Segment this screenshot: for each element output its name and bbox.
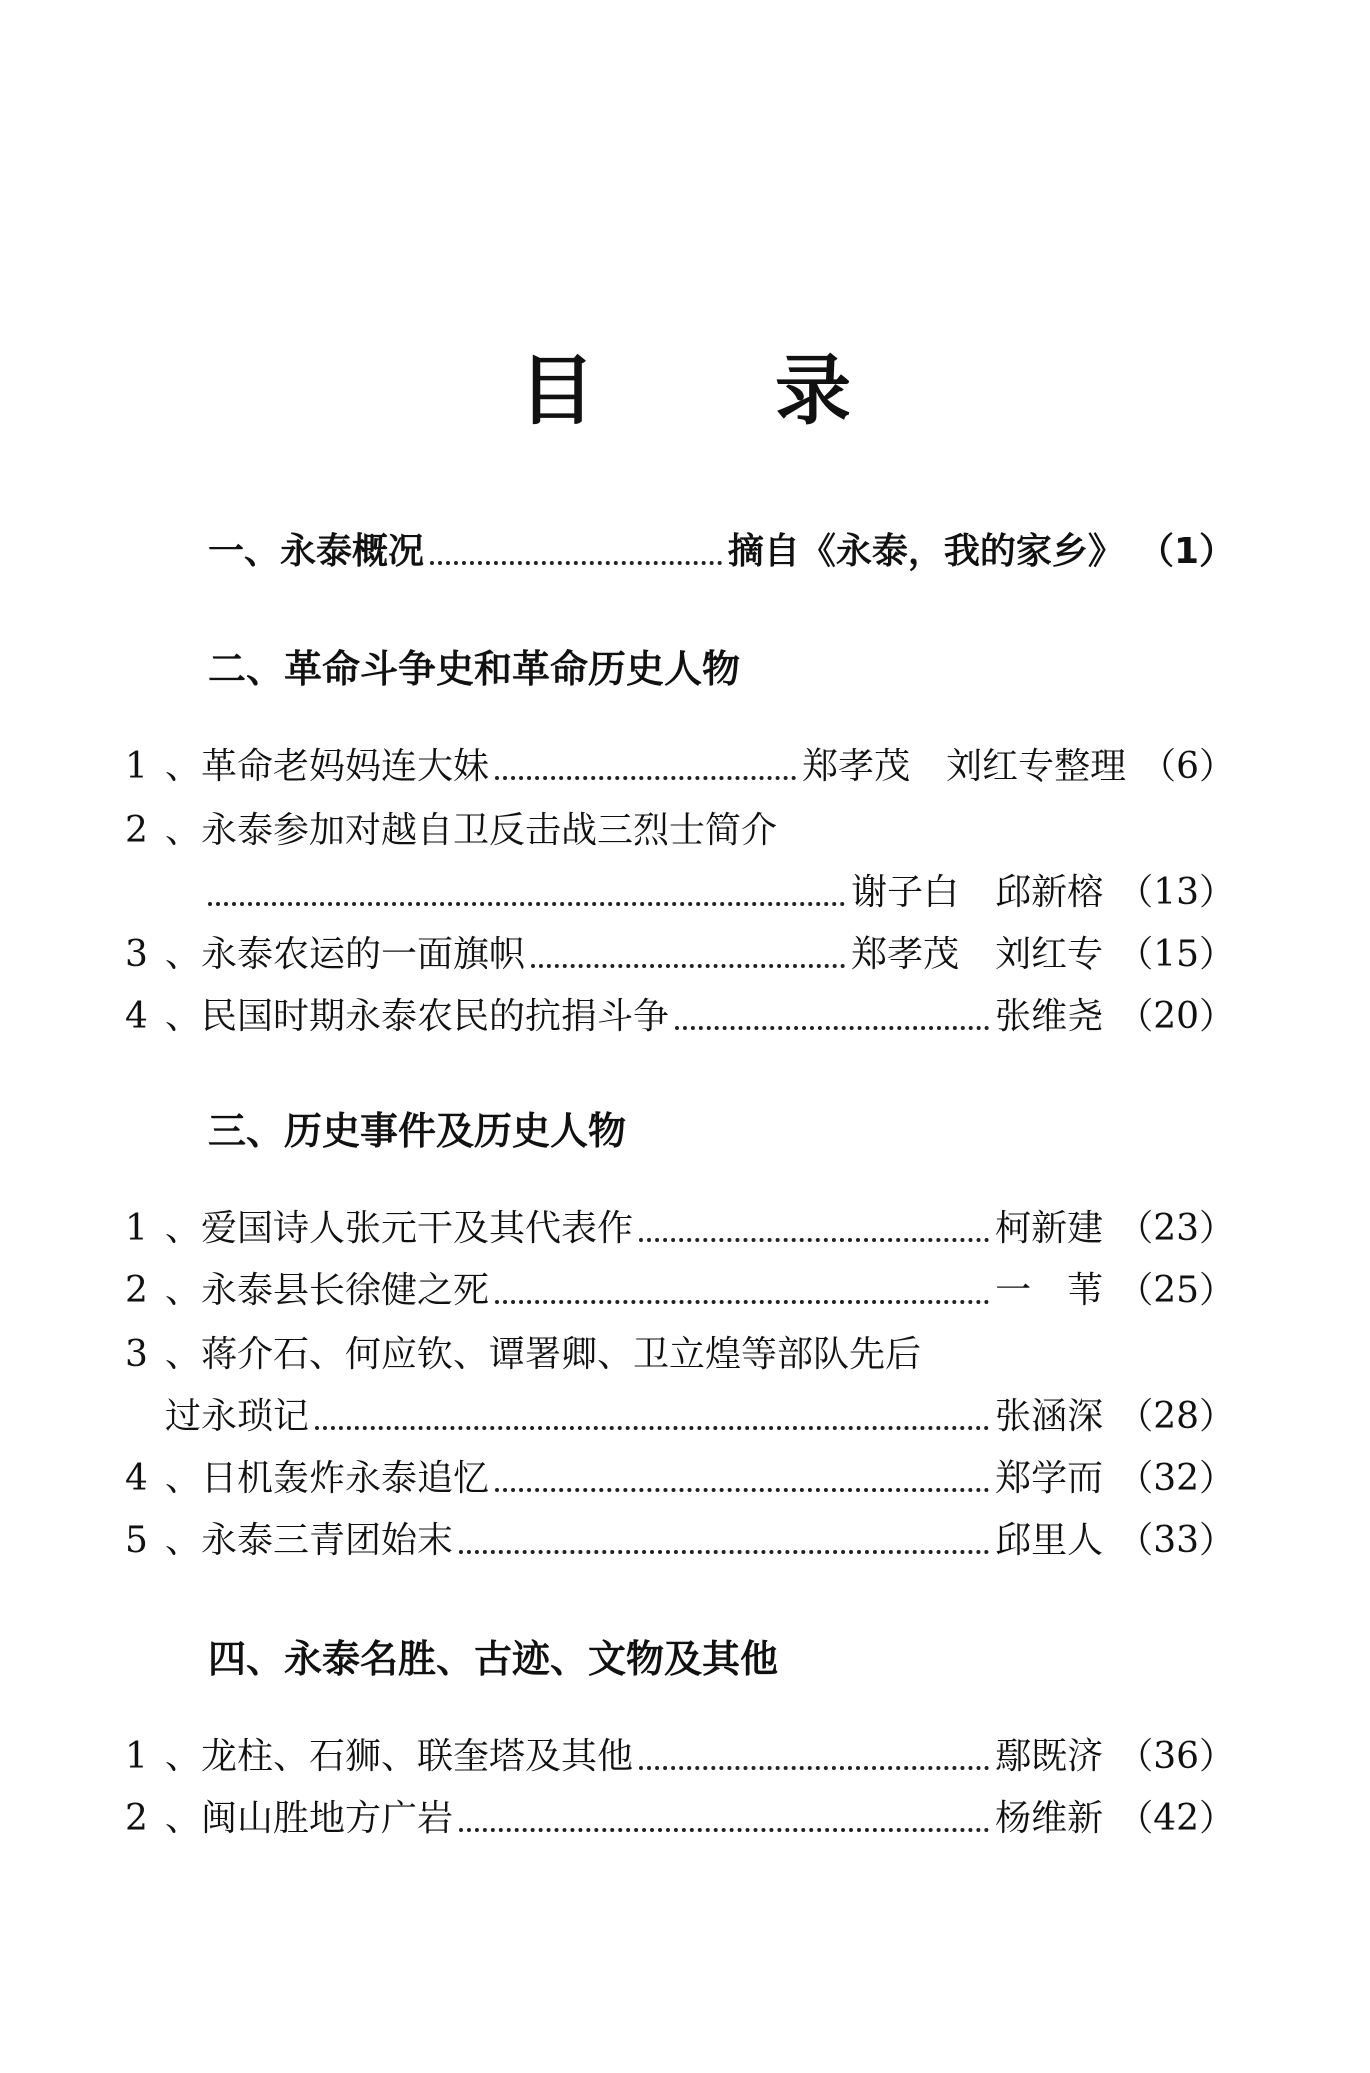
- entry-title: 、革命老妈妈连大妹: [165, 746, 490, 787]
- entry-number: 2: [125, 1270, 148, 1311]
- entry-number: 2: [125, 810, 148, 851]
- entry-author: 张维尧: [995, 996, 1104, 1037]
- leader-dots: [208, 902, 845, 906]
- entry-title: 一、永泰概况: [208, 531, 425, 572]
- entry-title: 、蒋介石、何应钦、谭署卿、卫立煌等部队先后: [165, 1334, 922, 1375]
- entry-page: （15）: [1117, 934, 1235, 975]
- entry-number: 3: [125, 1334, 148, 1375]
- entry-author: 郑学而: [995, 1458, 1104, 1499]
- toc-entry: [125, 1732, 1235, 1782]
- section-heading: 四、永泰名胜、古迹、文物及其他: [208, 1637, 779, 1681]
- entry-author: 郑孝茂 刘红专整理: [802, 746, 1127, 787]
- entry-title: 、永泰县长徐健之死: [165, 1270, 490, 1311]
- entry-number: 4: [125, 996, 148, 1037]
- entry-author: 谢子白 邱新榕: [851, 872, 1104, 913]
- entry-title-continued: 过永琐记: [165, 1396, 310, 1437]
- leader-dots: [315, 1426, 989, 1430]
- entry-number: 1: [125, 746, 148, 787]
- leader-dots: [495, 1488, 989, 1492]
- section-heading: 二、革命斗争史和革命历史人物: [208, 647, 741, 691]
- entry-page: （13）: [1117, 872, 1235, 913]
- entry-page: （23）: [1117, 1208, 1235, 1249]
- leader-dots: [459, 1550, 989, 1554]
- leader-dots: [675, 1026, 989, 1030]
- entry-number: 1: [125, 1736, 148, 1777]
- section-heading: 三、历史事件及历史人物: [208, 1109, 627, 1153]
- entry-author: 杨维新: [995, 1798, 1104, 1839]
- leader-dots: [495, 776, 796, 780]
- leader-dots: [430, 561, 722, 565]
- toc-entry: [125, 992, 1235, 1042]
- entry-author: 摘自《永泰，我的家乡》: [727, 531, 1124, 572]
- leader-dots: [495, 1300, 989, 1304]
- leader-dots: [639, 1766, 989, 1770]
- entry-page: （20）: [1117, 996, 1235, 1037]
- leader-dots: [639, 1238, 989, 1242]
- entry-page: （42）: [1117, 1798, 1235, 1839]
- entry-title: 、永泰三青团始末: [165, 1520, 454, 1561]
- entry-page: （36）: [1117, 1736, 1235, 1777]
- entry-page: （33）: [1117, 1520, 1235, 1561]
- entry-number: 3: [125, 934, 148, 975]
- entry-author: 邱里人: [995, 1520, 1104, 1561]
- entry-title: 、永泰农运的一面旗帜: [165, 934, 526, 975]
- entry-page: （25）: [1117, 1270, 1235, 1311]
- entry-author: 张涵深: [995, 1396, 1104, 1437]
- entry-page: （1）: [1137, 531, 1235, 572]
- entry-page: （6）: [1140, 746, 1235, 787]
- entry-number: 4: [125, 1458, 148, 1499]
- toc-entry: [125, 1794, 1235, 1844]
- page-title: 目录: [519, 346, 1031, 435]
- entry-author: 鄢既济: [995, 1736, 1104, 1777]
- leader-dots: [531, 964, 845, 968]
- entry-title: 、民国时期永泰农民的抗捐斗争: [165, 996, 670, 1037]
- toc-entry: [125, 806, 1235, 856]
- entry-title: 、爱国诗人张元干及其代表作: [165, 1208, 634, 1249]
- entry-title: 、永泰参加对越自卫反击战三烈士简介: [165, 810, 778, 851]
- entry-title: 、龙柱、石狮、联奎塔及其他: [165, 1736, 634, 1777]
- toc-entry: [125, 1330, 1235, 1380]
- toc-entry: [125, 1516, 1235, 1566]
- entry-author: 柯新建: [995, 1208, 1104, 1249]
- toc-entry: [125, 742, 1235, 792]
- entry-page: （32）: [1117, 1458, 1235, 1499]
- toc-entry-continued: [165, 1392, 1235, 1442]
- toc-entry: [208, 527, 1235, 577]
- toc-entry: [125, 1454, 1235, 1504]
- entry-author: 一 苇: [995, 1270, 1104, 1311]
- entry-author: 郑孝茂 刘红专: [851, 934, 1104, 975]
- toc-entry: [125, 930, 1235, 980]
- entry-number: 2: [125, 1798, 148, 1839]
- leader-dots: [459, 1828, 989, 1832]
- entry-title: 、日机轰炸永泰追忆: [165, 1458, 490, 1499]
- toc-entry: [125, 1266, 1235, 1316]
- entry-title: 、闽山胜地方广岩: [165, 1798, 454, 1839]
- toc-entry: [125, 1204, 1235, 1254]
- entry-number: 5: [125, 1520, 148, 1561]
- toc-entry-continued: [208, 868, 1235, 918]
- entry-number: 1: [125, 1208, 148, 1249]
- entry-page: （28）: [1117, 1396, 1235, 1437]
